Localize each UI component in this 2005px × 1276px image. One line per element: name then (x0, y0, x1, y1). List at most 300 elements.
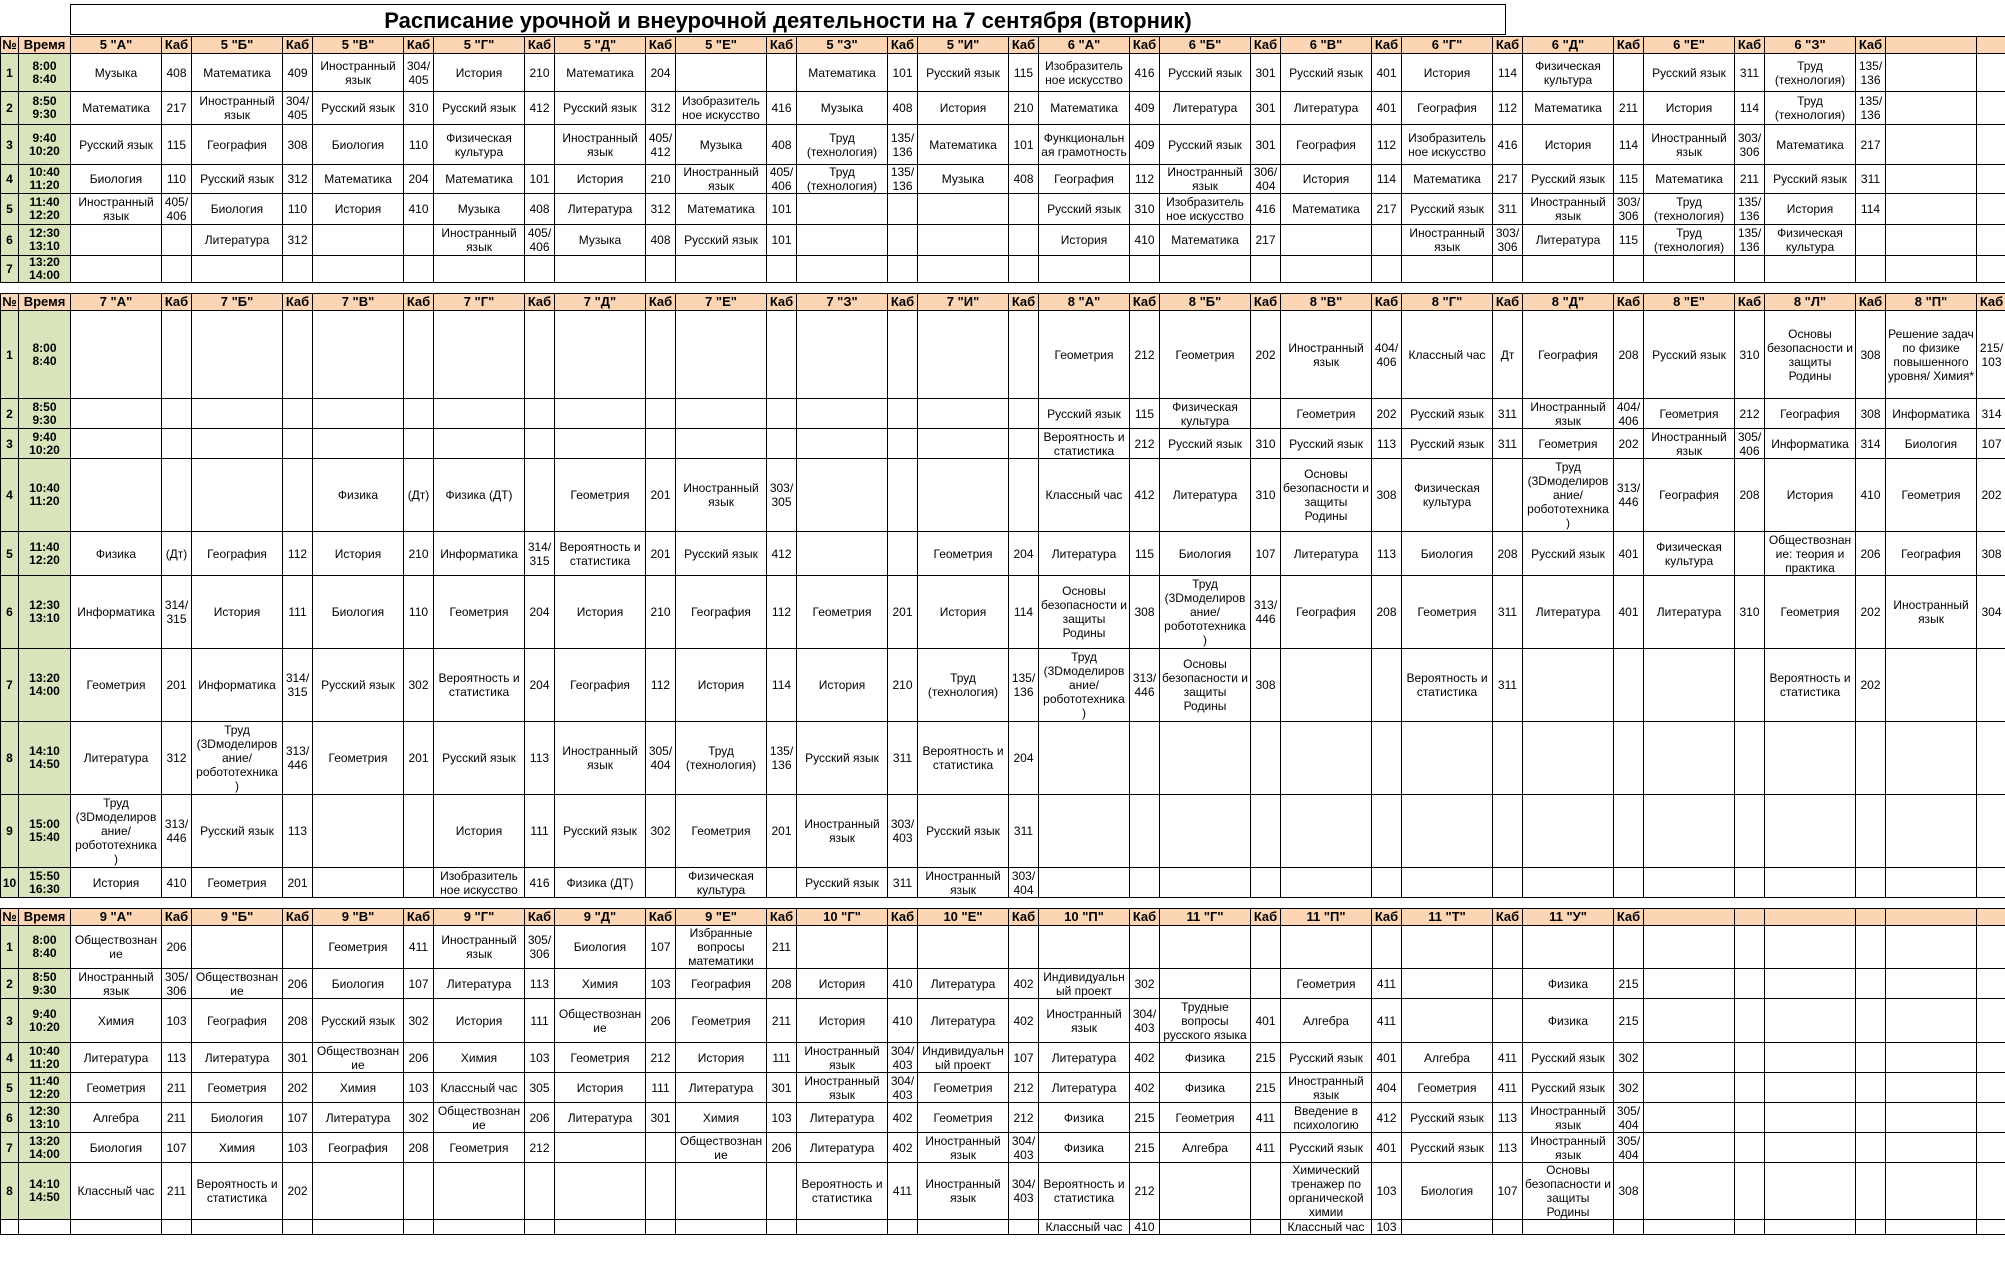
time-end: 16:30 (29, 881, 60, 896)
lesson-row (1, 649, 2005, 722)
subject-cell: Русский язык (313, 649, 404, 722)
room-header: Каб (525, 909, 555, 926)
room-cell: 210 (1009, 92, 1039, 125)
class-header: 7 "З" (797, 294, 888, 311)
subject-cell (1039, 722, 1130, 795)
lesson-time (19, 795, 71, 868)
room-cell (283, 256, 313, 283)
time-end: 12:20 (29, 1086, 60, 1101)
room-header: Каб (767, 909, 797, 926)
room-cell (888, 194, 918, 225)
subject-cell (1523, 926, 1614, 969)
room-cell: 303/ 306 (1493, 225, 1523, 256)
subject-cell: Вероятность и статистика (1765, 649, 1856, 722)
time-end: 13:10 (29, 1116, 60, 1131)
room-cell: 404/ 406 (1372, 311, 1402, 399)
room-cell (1251, 969, 1281, 999)
room-cell: 217 (1251, 225, 1281, 256)
subject-cell: Русский язык (1402, 194, 1493, 225)
empty-cell (1765, 1043, 1856, 1073)
subject-cell (676, 54, 767, 92)
room-cell: 401 (1251, 999, 1281, 1043)
lesson-row (1, 256, 2005, 283)
header-num: № (2, 37, 17, 52)
lesson-time (19, 969, 71, 999)
subject-cell (434, 1163, 525, 1220)
subject-cell: История (797, 649, 888, 722)
room-cell (1735, 532, 1765, 576)
subject-cell: Математика (313, 165, 404, 194)
subject-cell: Математика (797, 54, 888, 92)
room-cell: 410 (1130, 1220, 1160, 1235)
empty-cell (767, 1220, 797, 1235)
subject-cell: Вероятность и статистика (1039, 1163, 1130, 1220)
room-cell: 311 (1493, 429, 1523, 459)
subject-cell: Музыка (918, 165, 1009, 194)
subject-cell: Русский язык (555, 92, 646, 125)
room-cell (283, 926, 313, 969)
room-cell: 411 (1251, 1103, 1281, 1133)
empty-cell (19, 1220, 71, 1235)
subject-cell (797, 311, 888, 399)
subject-cell (555, 256, 646, 283)
empty-cell (1251, 1220, 1281, 1235)
time-start: 11:40 (29, 195, 60, 209)
room-cell: 301 (1251, 54, 1281, 92)
room-cell: 101 (525, 165, 555, 194)
subject-cell (1765, 795, 1856, 868)
subject-cell (313, 1163, 404, 1220)
subject-cell: Труд (технология) (918, 649, 1009, 722)
subject-cell (1523, 649, 1614, 722)
subject-cell (1281, 225, 1372, 256)
lesson-number: 7 (1, 649, 19, 722)
room-cell: 112 (646, 649, 676, 722)
time-end: 8:40 (32, 353, 57, 368)
subject-cell (918, 194, 1009, 225)
room-header: Каб (404, 294, 434, 311)
room-cell: 308 (1251, 649, 1281, 722)
empty-header (1886, 909, 1977, 926)
room-cell: 202 (1251, 311, 1281, 399)
room-cell (646, 429, 676, 459)
room-cell (1856, 225, 1886, 256)
room-cell (1493, 926, 1523, 969)
empty-cell (1, 1220, 19, 1235)
subject-cell (1402, 722, 1493, 795)
time-start: 10:40 (29, 1043, 60, 1058)
subject-cell: Иностранный язык (71, 969, 162, 999)
room-cell: 301 (283, 1043, 313, 1073)
subject-cell: Физическая культура (676, 868, 767, 898)
room-cell (283, 311, 313, 399)
lesson-row (1, 969, 2005, 999)
room-cell (1493, 256, 1523, 283)
lesson-row (1, 225, 2005, 256)
subject-cell: История (71, 868, 162, 898)
room-cell: 114 (1493, 54, 1523, 92)
class-header: 6 "Д" (1523, 37, 1614, 54)
subject-cell: Физическая культура (1523, 54, 1614, 92)
subject-cell: История (918, 92, 1009, 125)
subject-cell: Музыка (676, 125, 767, 165)
empty-cell (1977, 1103, 2005, 1133)
empty-cell (1765, 926, 1856, 969)
empty-cell (1644, 1163, 1735, 1220)
subject-cell: Геометрия (192, 1073, 283, 1103)
empty-cell (1735, 1163, 1765, 1220)
lesson-number: 9 (1, 795, 19, 868)
lesson-number: 5 (1, 532, 19, 576)
room-cell: 210 (525, 54, 555, 92)
room-cell: 217 (1372, 194, 1402, 225)
lesson-row (1, 459, 2005, 532)
empty-cell (1886, 926, 1977, 969)
subject-cell: Биология (71, 1133, 162, 1163)
empty-cell (1886, 1220, 1977, 1235)
room-cell: 112 (767, 576, 797, 649)
subject-cell: Трудные вопросы русского языка (1160, 999, 1251, 1043)
room-cell: 212 (1009, 1103, 1039, 1133)
subject-cell: Основы безопасности и защиты Родины (1523, 1163, 1614, 1220)
lesson-time (19, 1133, 71, 1163)
time-start: 14:10 (29, 1177, 60, 1191)
subject-cell (1039, 926, 1130, 969)
room-cell: 302 (1130, 969, 1160, 999)
subject-cell (1886, 722, 1977, 795)
subject-cell (797, 926, 888, 969)
room-cell (767, 256, 797, 283)
subject-cell: Информатика (434, 532, 525, 576)
room-cell (1977, 649, 2005, 722)
subject-cell: Физика (313, 459, 404, 532)
room-cell (404, 225, 434, 256)
class-header: 5 "Б" (192, 37, 283, 54)
room-cell: 310 (1251, 429, 1281, 459)
subject-cell (1039, 795, 1130, 868)
room-header: Каб (1372, 294, 1402, 311)
room-cell (1493, 795, 1523, 868)
subject-cell: Физическая культура (1765, 225, 1856, 256)
empty-cell (1735, 1220, 1765, 1235)
lesson-row (1, 1103, 2005, 1133)
class-header: 7 "Д" (555, 294, 646, 311)
room-cell: 217 (1856, 125, 1886, 165)
room-cell (1614, 926, 1644, 969)
room-cell: 211 (162, 1103, 192, 1133)
room-cell: 410 (888, 999, 918, 1043)
empty-cell (1644, 1220, 1735, 1235)
room-cell: 401 (1372, 1043, 1402, 1073)
time-start: 8:00 (32, 340, 57, 355)
subject-cell: Русский язык (1523, 1043, 1614, 1073)
empty-cell (555, 1220, 646, 1235)
room-cell: 103 (646, 969, 676, 999)
subject-cell: Биология (1160, 532, 1251, 576)
subject-cell: География (1886, 532, 1977, 576)
room-header: Каб (1009, 909, 1039, 926)
subject-cell: Химия (313, 1073, 404, 1103)
subject-cell (192, 399, 283, 429)
room-cell: 206 (646, 999, 676, 1043)
subject-cell: Математика (1644, 165, 1735, 194)
subject-cell (797, 532, 888, 576)
lesson-time (19, 1163, 71, 1220)
subject-cell: История (1039, 225, 1130, 256)
subject-cell: География (1765, 399, 1856, 429)
room-cell (283, 399, 313, 429)
subject-cell: Русский язык (1160, 54, 1251, 92)
room-cell: 313/ 446 (162, 795, 192, 868)
subject-cell: Русский язык (1644, 311, 1735, 399)
subject-cell: Иностранный язык (1402, 225, 1493, 256)
empty-cell (71, 1220, 162, 1235)
room-cell: 401 (1614, 576, 1644, 649)
subject-cell: История (1281, 165, 1372, 194)
subject-cell: Русский язык (1644, 54, 1735, 92)
room-header: Каб (1614, 37, 1644, 54)
room-cell (1856, 795, 1886, 868)
subject-cell: История (555, 165, 646, 194)
header-time: Время (19, 909, 71, 926)
subject-cell: Информатика (192, 649, 283, 722)
room-header: Каб (888, 37, 918, 54)
subject-cell: Литература (1039, 1073, 1130, 1103)
room-header: Каб (646, 37, 676, 54)
lesson-time (19, 649, 71, 722)
room-cell: 416 (525, 868, 555, 898)
subject-cell: Русский язык (1160, 125, 1251, 165)
room-cell (1856, 868, 1886, 898)
room-cell: 107 (1009, 1043, 1039, 1073)
time-start: 9:40 (32, 1006, 57, 1021)
room-cell (888, 225, 918, 256)
time-start: 9:40 (32, 130, 57, 145)
room-cell: 401 (1372, 1133, 1402, 1163)
room-cell (1372, 649, 1402, 722)
room-cell (525, 459, 555, 532)
subject-cell: Классный час (71, 1163, 162, 1220)
room-cell: 206 (525, 1103, 555, 1133)
subject-cell: Литература (797, 1103, 888, 1133)
empty-cell (1856, 1073, 1886, 1103)
room-cell (1977, 868, 2005, 898)
class-header: 5 "З" (797, 37, 888, 54)
subject-cell: Труд (3Dмоделиров ание/ робототехника ) (192, 722, 283, 795)
empty-cell (1765, 1073, 1856, 1103)
room-cell: 114 (1009, 576, 1039, 649)
empty-cell (1735, 1073, 1765, 1103)
empty-cell (646, 1220, 676, 1235)
room-cell (1009, 429, 1039, 459)
lesson-row (1, 999, 2005, 1043)
room-cell (1130, 868, 1160, 898)
room-cell (646, 256, 676, 283)
subject-cell (71, 459, 162, 532)
room-cell: 411 (1372, 999, 1402, 1043)
empty-cell (1614, 1220, 1644, 1235)
subject-cell: Решение задач по физике повышенного уровня/ Химия* (1886, 311, 1977, 399)
empty-cell (404, 1220, 434, 1235)
room-cell (888, 926, 918, 969)
subject-cell: Математика (918, 125, 1009, 165)
room-cell: 408 (646, 225, 676, 256)
room-cell: Дт (1493, 311, 1523, 399)
subject-cell: Иностранный язык (192, 92, 283, 125)
room-header: Каб (767, 37, 797, 54)
time-start: 13:20 (29, 255, 60, 269)
room-cell: 310 (1735, 311, 1765, 399)
room-cell: 135/ 136 (1735, 225, 1765, 256)
room-cell: 302 (404, 999, 434, 1043)
room-cell: 201 (404, 722, 434, 795)
lesson-number: 3 (1, 429, 19, 459)
room-cell: 211 (767, 926, 797, 969)
subject-cell: Иностранный язык (1523, 1103, 1614, 1133)
subject-cell: Русский язык (1523, 1073, 1614, 1103)
room-header: Каб (162, 37, 192, 54)
lesson-time (19, 194, 71, 225)
empty-cell (1886, 999, 1977, 1043)
subject-cell: Иностранный язык (1523, 399, 1614, 429)
room-cell: 135/ 136 (1856, 54, 1886, 92)
empty-cell (1735, 999, 1765, 1043)
room-header: Каб (1856, 294, 1886, 311)
room-cell: 402 (1009, 969, 1039, 999)
room-cell (162, 459, 192, 532)
empty-cell (1644, 1043, 1735, 1073)
room-header: Каб (1977, 294, 2005, 311)
empty-header (1765, 909, 1856, 926)
empty-cell (1644, 1073, 1735, 1103)
class-header: 5 "А" (71, 37, 162, 54)
subject-cell (71, 311, 162, 399)
room-cell: 201 (646, 532, 676, 576)
room-cell: 204 (525, 576, 555, 649)
lesson-row (1, 722, 2005, 795)
lesson-time (19, 256, 71, 283)
empty-cell (1765, 1103, 1856, 1133)
room-cell: 215 (1251, 1073, 1281, 1103)
subject-cell: Геометрия (1402, 576, 1493, 649)
room-cell (1372, 795, 1402, 868)
subject-cell: Обществознан ие (71, 926, 162, 969)
subject-cell: Литература (1039, 1043, 1130, 1073)
lesson-row (1, 532, 2005, 576)
room-cell (1372, 926, 1402, 969)
subject-cell: Геометрия (1765, 576, 1856, 649)
subject-cell: Геометрия (676, 999, 767, 1043)
subject-cell: Русский язык (1523, 165, 1614, 194)
subject-cell: Изобразитель ное искусство (1402, 125, 1493, 165)
class-header: 10 "П" (1039, 909, 1130, 926)
class-header: 9 "Д" (555, 909, 646, 926)
subject-cell (676, 311, 767, 399)
class-header: 6 "Е" (1644, 37, 1735, 54)
subject-cell (555, 1163, 646, 1220)
room-cell (162, 256, 192, 283)
subject-cell: Основы безопасности и защиты Родины (1765, 311, 1856, 399)
subject-cell (555, 429, 646, 459)
subject-cell: Геометрия (434, 576, 525, 649)
class-header: 6 "В" (1281, 37, 1372, 54)
room-header: Каб (1009, 37, 1039, 54)
subject-cell (71, 256, 162, 283)
room-cell: 312 (283, 225, 313, 256)
subject-cell: История (313, 532, 404, 576)
room-cell: 312 (646, 194, 676, 225)
subject-cell: Основы безопасности и защиты Родины (1039, 576, 1130, 649)
empty-cell (1977, 92, 2005, 125)
subject-cell: География (676, 576, 767, 649)
lesson-time (19, 399, 71, 429)
subject-cell: Русский язык (676, 532, 767, 576)
block-header-row (1, 294, 2005, 311)
subject-cell: История (192, 576, 283, 649)
subject-cell: Русский язык (555, 795, 646, 868)
room-cell: 412 (1372, 1103, 1402, 1133)
subject-cell (71, 399, 162, 429)
room-cell (283, 429, 313, 459)
room-header: Каб (1493, 909, 1523, 926)
empty-cell (1644, 1103, 1735, 1133)
empty-cell (1886, 1073, 1977, 1103)
room-cell (646, 311, 676, 399)
room-cell: 305/ 306 (162, 969, 192, 999)
empty-cell (1977, 165, 2005, 194)
subject-cell: Иностранный язык (1523, 1133, 1614, 1163)
room-cell: 135/ 136 (767, 722, 797, 795)
room-cell (1735, 868, 1765, 898)
room-cell: 211 (1614, 92, 1644, 125)
lesson-number: 3 (1, 125, 19, 165)
lesson-number: 6 (1, 1103, 19, 1133)
room-cell: 103 (1372, 1220, 1402, 1235)
subject-cell: География (313, 1133, 404, 1163)
room-cell: 201 (162, 649, 192, 722)
room-cell: 114 (1614, 125, 1644, 165)
subject-cell (797, 256, 888, 283)
room-cell (283, 459, 313, 532)
header-num: № (2, 909, 17, 924)
subject-cell (555, 311, 646, 399)
subject-cell: Геометрия (1402, 1073, 1493, 1103)
subject-cell: География (1039, 165, 1130, 194)
room-cell: 412 (525, 92, 555, 125)
subject-cell (797, 459, 888, 532)
empty-cell (1886, 194, 1977, 225)
room-cell: 408 (525, 194, 555, 225)
class-header: 7 "Б" (192, 294, 283, 311)
class-header: 5 "И" (918, 37, 1009, 54)
room-cell: 111 (283, 576, 313, 649)
subject-cell: Русский язык (1281, 1133, 1372, 1163)
class-header: 11 "Т" (1402, 909, 1493, 926)
room-cell (1614, 54, 1644, 92)
room-cell (888, 256, 918, 283)
room-cell: 405/ 412 (646, 125, 676, 165)
subject-cell: Геометрия (1160, 311, 1251, 399)
empty-cell (1856, 1220, 1886, 1235)
class-header: 8 "А" (1039, 294, 1130, 311)
empty-cell (1977, 1073, 2005, 1103)
time-start: 8:00 (32, 933, 57, 947)
room-cell (646, 1163, 676, 1220)
subject-cell: Биология (192, 194, 283, 225)
room-cell: 302 (1614, 1043, 1644, 1073)
empty-cell (1977, 256, 2005, 283)
room-cell: 113 (1372, 429, 1402, 459)
